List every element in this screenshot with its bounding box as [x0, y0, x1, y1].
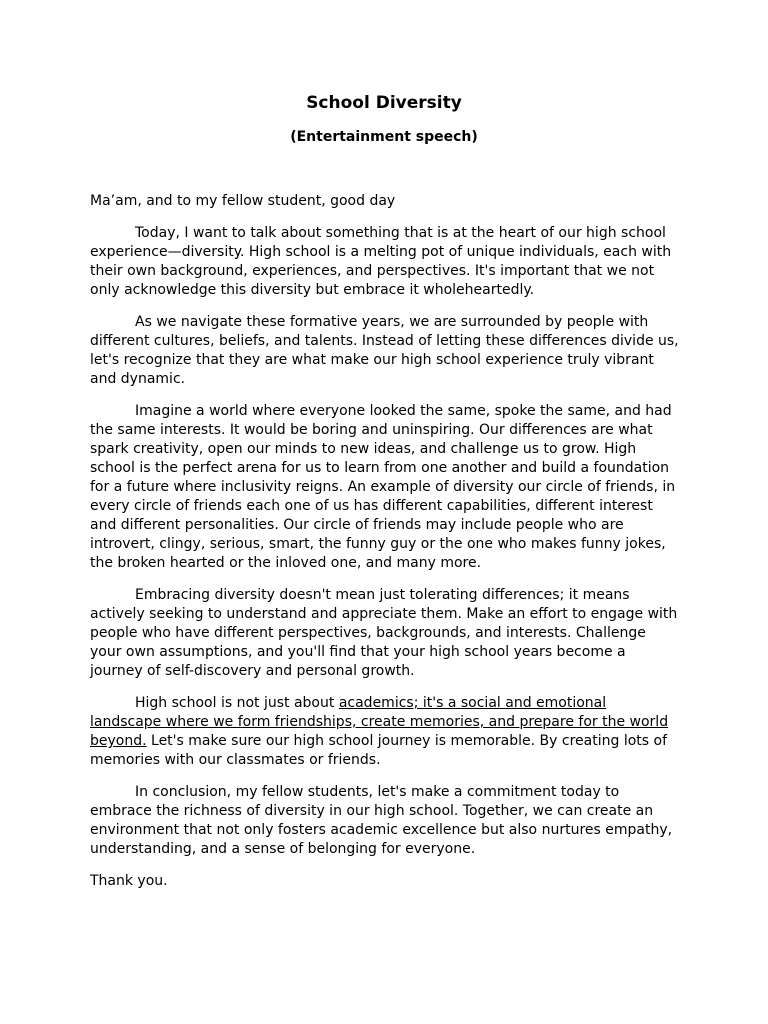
paragraph-imagine: Imagine a world where everyone looked the same, spoke the same, and had the same interests. It would be boring and uninspiring. Our differences are what spark creativity, open our minds to new ideas, and challenge us to grow. High school is the perfect arena for us to learn from one another and build a foundation for a future where inclusivity reigns. An example of diversity our circle of friends, in every circle of friends each one of us has different capabilities, different interest and different personalities. Our circle of friends may include people who are introvert, clingy, serious, smart, the funny guy or the one who makes funny jokes, the broken hearted or the inloved one, and many more.	[90, 403, 676, 571]
underlined-passage: academics; it's a social and emotional landscape where we form friendships, create memories, and prepare for the world beyond.	[90, 695, 669, 749]
document-subtitle: (Entertainment speech)	[290, 129, 478, 145]
paragraph-high-school-start: High school is not just about	[135, 695, 339, 711]
paragraph-intro: Today, I want to talk about something that is at the heart of our high school experience—diversity. High school is a melting pot of unique individuals, each with their own background, experiences, and perspectives. It's important that we not only acknowledge this diversity but embrace it wholeheartedly.	[90, 225, 672, 298]
greeting: Ma’am, and to my fellow student, good day	[90, 193, 396, 209]
paragraph-conclusion: In conclusion, my fellow students, let's make a commitment today to embrace the richness of diversity in our high school. Together, we can create an environment that not only fosters academic excellence but also nurtures empathy, understanding, and a sense of belonging for everyone.	[90, 784, 673, 857]
speech-body	[90, 192, 680, 904]
paragraph-high-school	[90, 694, 680, 770]
paragraph-embracing: Embracing diversity doesn't mean just tolerating differences; it means actively seeking to understand and appreciate them. Make an effort to engage with people who have different perspectives, backgrounds, and interests. Challenge your own assumptions, and you'll find that your high school years become a journey of self-discovery and personal growth.	[90, 587, 678, 679]
paragraph-navigate: As we navigate these formative years, we are surrounded by people with different cultures, beliefs, and talents. Instead of letting these differences divide us, let's recognize that they are what make our high school experience truly vibrant and dynamic.	[90, 314, 679, 387]
closing: Thank you.	[90, 873, 168, 889]
document-title: School Diversity	[306, 93, 462, 113]
paragraph-high-school-end: Let's make sure our high school journey is memorable. By creating lots of memories with our classmates or friends.	[90, 733, 668, 768]
